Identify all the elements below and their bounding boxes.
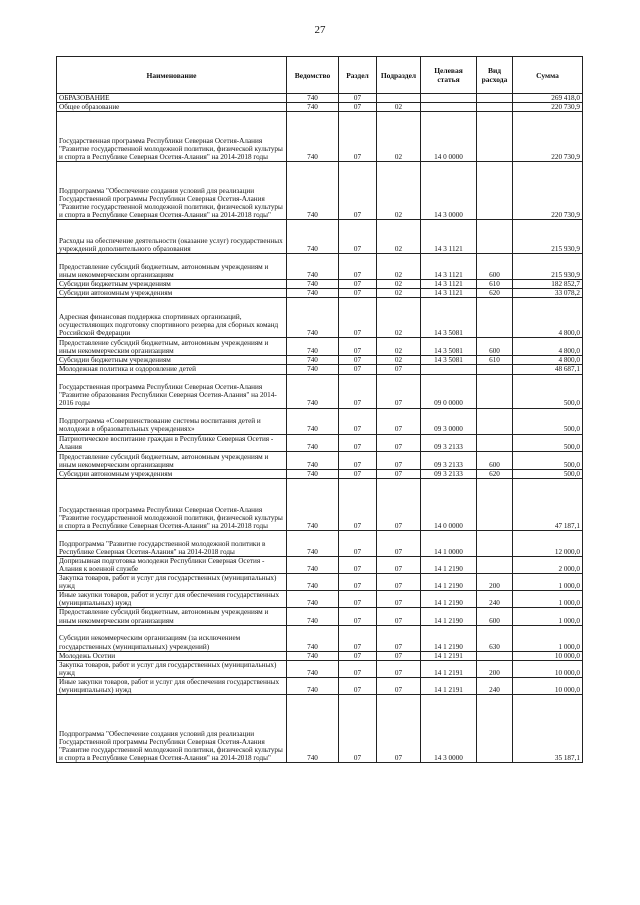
cell-article: 14 3 5081 bbox=[421, 356, 477, 365]
cell-name: Субсидии автономным учреждениям bbox=[57, 289, 287, 298]
cell-amount: 500,0 bbox=[513, 451, 583, 469]
cell-article: 14 3 5081 bbox=[421, 338, 477, 356]
cell-subsection: 02 bbox=[377, 338, 421, 356]
cell-subsection: 02 bbox=[377, 162, 421, 220]
cell-name: Молодежная политика и оздоровление детей bbox=[57, 365, 287, 374]
cell-subsection: 02 bbox=[377, 254, 421, 280]
cell-dept: 740 bbox=[287, 651, 339, 660]
cell-subsection: 02 bbox=[377, 289, 421, 298]
cell-dept: 740 bbox=[287, 530, 339, 556]
cell-dept: 740 bbox=[287, 356, 339, 365]
cell-name: Иные закупки товаров, работ и услуг для обеспечения государственных (муниципальных) нужд bbox=[57, 591, 287, 608]
cell-article: 14 1 2190 bbox=[421, 574, 477, 591]
cell-section: 07 bbox=[339, 289, 377, 298]
cell-amount: 4 800,0 bbox=[513, 338, 583, 356]
cell-dept: 740 bbox=[287, 254, 339, 280]
cell-article: 14 0 0000 bbox=[421, 478, 477, 530]
cell-dept: 740 bbox=[287, 434, 339, 451]
cell-expense: 620 bbox=[477, 289, 513, 298]
cell-dept: 740 bbox=[287, 94, 339, 103]
cell-name: Государственная программа Республики Северная Осетия-Алания "Развитие образования Республики Северная Осетия-Алания" на 2014-2016 годы bbox=[57, 374, 287, 408]
cell-article: 14 1 2190 bbox=[421, 608, 477, 625]
table-row bbox=[57, 434, 583, 451]
cell-dept: 740 bbox=[287, 478, 339, 530]
cell-amount: 2 000,0 bbox=[513, 556, 583, 573]
cell-amount: 500,0 bbox=[513, 374, 583, 408]
cell-expense: 200 bbox=[477, 574, 513, 591]
cell-dept: 740 bbox=[287, 469, 339, 478]
cell-name: Субсидии некоммерческим организациям (за исключением государственных (муниципальных) учреждений) bbox=[57, 625, 287, 651]
cell-section: 07 bbox=[339, 469, 377, 478]
cell-name: ОБРАЗОВАНИЕ bbox=[57, 94, 287, 103]
cell-section: 07 bbox=[339, 374, 377, 408]
cell-subsection: 07 bbox=[377, 469, 421, 478]
cell-section: 07 bbox=[339, 408, 377, 434]
cell-article bbox=[421, 94, 477, 103]
header-section: Раздел bbox=[339, 57, 377, 94]
cell-section: 07 bbox=[339, 591, 377, 608]
cell-section: 07 bbox=[339, 625, 377, 651]
cell-name: Субсидии бюджетным учреждениям bbox=[57, 280, 287, 289]
cell-amount: 215 930,9 bbox=[513, 220, 583, 254]
cell-subsection: 07 bbox=[377, 625, 421, 651]
cell-amount: 12 000,0 bbox=[513, 530, 583, 556]
cell-section: 07 bbox=[339, 112, 377, 162]
cell-article: 14 1 2191 bbox=[421, 651, 477, 660]
cell-expense bbox=[477, 365, 513, 374]
header-dept: Ведомство bbox=[287, 57, 339, 94]
cell-amount: 1 000,0 bbox=[513, 591, 583, 608]
cell-section: 07 bbox=[339, 660, 377, 677]
cell-subsection bbox=[377, 94, 421, 103]
cell-amount: 1 000,0 bbox=[513, 608, 583, 625]
header-subsection: Подраздел bbox=[377, 57, 421, 94]
cell-amount: 269 418,0 bbox=[513, 94, 583, 103]
table-row bbox=[57, 280, 583, 289]
cell-amount: 4 800,0 bbox=[513, 298, 583, 338]
cell-expense: 600 bbox=[477, 451, 513, 469]
cell-amount: 35 187,1 bbox=[513, 695, 583, 763]
table-row bbox=[57, 451, 583, 469]
cell-name: Расходы на обеспечение деятельности (оказание услуг) государственных учреждений дополнительного образования bbox=[57, 220, 287, 254]
cell-expense bbox=[477, 530, 513, 556]
table-row bbox=[57, 625, 583, 651]
table-row bbox=[57, 574, 583, 591]
cell-amount: 10 000,0 bbox=[513, 677, 583, 694]
table-row bbox=[57, 530, 583, 556]
cell-article bbox=[421, 365, 477, 374]
cell-name: Иные закупки товаров, работ и услуг для обеспечения государственных (муниципальных) нужд bbox=[57, 677, 287, 694]
cell-expense: 630 bbox=[477, 625, 513, 651]
cell-subsection: 07 bbox=[377, 574, 421, 591]
cell-subsection: 07 bbox=[377, 591, 421, 608]
header-expense: Вид расхода bbox=[477, 57, 513, 94]
cell-article: 14 3 0000 bbox=[421, 162, 477, 220]
table-row bbox=[57, 289, 583, 298]
page-number: 27 bbox=[314, 24, 326, 36]
cell-article: 14 1 2191 bbox=[421, 677, 477, 694]
cell-subsection: 02 bbox=[377, 220, 421, 254]
cell-subsection: 07 bbox=[377, 695, 421, 763]
cell-section: 07 bbox=[339, 478, 377, 530]
cell-section: 07 bbox=[339, 298, 377, 338]
cell-section: 07 bbox=[339, 434, 377, 451]
cell-subsection: 02 bbox=[377, 280, 421, 289]
cell-article: 14 1 2191 bbox=[421, 660, 477, 677]
cell-article: 09 3 2133 bbox=[421, 451, 477, 469]
cell-expense bbox=[477, 162, 513, 220]
cell-expense bbox=[477, 556, 513, 573]
cell-section: 07 bbox=[339, 356, 377, 365]
cell-amount: 220 730,9 bbox=[513, 103, 583, 112]
cell-expense bbox=[477, 94, 513, 103]
cell-article: 09 3 2133 bbox=[421, 469, 477, 478]
cell-subsection: 07 bbox=[377, 660, 421, 677]
header-article: Целевая статья bbox=[421, 57, 477, 94]
cell-name: Субсидии бюджетным учреждениям bbox=[57, 356, 287, 365]
cell-dept: 740 bbox=[287, 574, 339, 591]
cell-dept: 740 bbox=[287, 298, 339, 338]
cell-article: 14 1 2190 bbox=[421, 556, 477, 573]
cell-amount: 4 800,0 bbox=[513, 356, 583, 365]
cell-expense: 610 bbox=[477, 356, 513, 365]
cell-name: Предоставление субсидий бюджетным, автономным учреждениям и иным некоммерческим организациям bbox=[57, 254, 287, 280]
table-row bbox=[57, 478, 583, 530]
cell-section: 07 bbox=[339, 103, 377, 112]
cell-name: Подпрограмма "Обеспечение создания условий для реализации Государственной программы Республики Северная Осетия-Алания "Развитие государственной молодежной политики, физической культуры и спорта в Республике Северная Осетия-Алания" на 2014-2018 годы" bbox=[57, 162, 287, 220]
cell-section: 07 bbox=[339, 574, 377, 591]
table-row bbox=[57, 103, 583, 112]
cell-expense bbox=[477, 220, 513, 254]
table-row bbox=[57, 556, 583, 573]
cell-name: Общее образование bbox=[57, 103, 287, 112]
cell-name: Подпрограмма "Развитие государственной молодежной политики в Республике Северная Осетия-Алания" на 2014-2018 годы bbox=[57, 530, 287, 556]
cell-expense: 240 bbox=[477, 591, 513, 608]
cell-amount: 1 000,0 bbox=[513, 574, 583, 591]
cell-expense bbox=[477, 478, 513, 530]
cell-name: Патриотическое воспитание граждан в Республике Северная Осетия - Алания bbox=[57, 434, 287, 451]
cell-subsection: 07 bbox=[377, 365, 421, 374]
cell-dept: 740 bbox=[287, 365, 339, 374]
cell-expense bbox=[477, 434, 513, 451]
table-row bbox=[57, 112, 583, 162]
cell-subsection: 02 bbox=[377, 103, 421, 112]
cell-section: 07 bbox=[339, 651, 377, 660]
table-body bbox=[57, 94, 583, 763]
cell-amount: 48 687,1 bbox=[513, 365, 583, 374]
table-row bbox=[57, 608, 583, 625]
cell-section: 07 bbox=[339, 556, 377, 573]
cell-subsection: 07 bbox=[377, 478, 421, 530]
cell-name: Предоставление субсидий бюджетным, автономным учреждениям и иным некоммерческим организациям bbox=[57, 451, 287, 469]
cell-dept: 740 bbox=[287, 162, 339, 220]
cell-name: Допризывная подготовка молодежи Республики Северная Осетия - Алания к военной службе bbox=[57, 556, 287, 573]
cell-amount: 1 000,0 bbox=[513, 625, 583, 651]
cell-amount: 220 730,9 bbox=[513, 112, 583, 162]
cell-dept: 740 bbox=[287, 591, 339, 608]
cell-section: 07 bbox=[339, 451, 377, 469]
cell-dept: 740 bbox=[287, 451, 339, 469]
cell-name: Закупка товаров, работ и услуг для государственных (муниципальных) нужд bbox=[57, 660, 287, 677]
cell-name: Подпрограмма "Обеспечение создания условий для реализации Государственной программы Республики Северная Осетия-Алания "Развитие государственной молодежной политики, физической культуры и спорта в Республике Северная Осетия-Алания" на 2014-2018 годы" bbox=[57, 695, 287, 763]
cell-article: 09 0 0000 bbox=[421, 374, 477, 408]
cell-article: 14 1 0000 bbox=[421, 530, 477, 556]
cell-dept: 740 bbox=[287, 220, 339, 254]
cell-name: Субсидии автономным учреждениям bbox=[57, 469, 287, 478]
cell-name: Государственная программа Республики Северная Осетия-Алания "Развитие государственной молодежной политики, физической культуры и спорта в Республике Северная Осетия-Алания" на 2014-2018 годы bbox=[57, 478, 287, 530]
cell-amount: 500,0 bbox=[513, 408, 583, 434]
cell-amount: 215 930,9 bbox=[513, 254, 583, 280]
cell-subsection: 07 bbox=[377, 408, 421, 434]
table-row bbox=[57, 591, 583, 608]
cell-dept: 740 bbox=[287, 608, 339, 625]
cell-amount: 500,0 bbox=[513, 434, 583, 451]
cell-subsection: 02 bbox=[377, 356, 421, 365]
cell-section: 07 bbox=[339, 338, 377, 356]
cell-name: Государственная программа Республики Северная Осетия-Алания "Развитие государственной молодежной политики, физической культуры и спорта в Республике Северная Осетия-Алания" на 2014-2018 годы bbox=[57, 112, 287, 162]
cell-subsection: 07 bbox=[377, 451, 421, 469]
cell-expense bbox=[477, 408, 513, 434]
cell-amount: 47 187,1 bbox=[513, 478, 583, 530]
table-row bbox=[57, 94, 583, 103]
cell-name: Предоставление субсидий бюджетным, автономным учреждениям и иным некоммерческим организациям bbox=[57, 338, 287, 356]
cell-expense bbox=[477, 298, 513, 338]
cell-subsection: 07 bbox=[377, 608, 421, 625]
cell-dept: 740 bbox=[287, 112, 339, 162]
cell-section: 07 bbox=[339, 280, 377, 289]
cell-name: Подпрограмма «Совершенствование системы воспитания детей и молодежи в образовательных учреждениях» bbox=[57, 408, 287, 434]
cell-section: 07 bbox=[339, 677, 377, 694]
cell-dept: 740 bbox=[287, 103, 339, 112]
cell-expense: 600 bbox=[477, 254, 513, 280]
header-amount: Сумма bbox=[513, 57, 583, 94]
table-row bbox=[57, 695, 583, 763]
table-row bbox=[57, 338, 583, 356]
cell-dept: 740 bbox=[287, 374, 339, 408]
cell-article: 14 3 1121 bbox=[421, 289, 477, 298]
budget-table bbox=[56, 56, 583, 763]
cell-article: 14 3 5081 bbox=[421, 298, 477, 338]
cell-article: 14 3 0000 bbox=[421, 695, 477, 763]
cell-article: 09 3 0000 bbox=[421, 408, 477, 434]
cell-amount: 10 000,0 bbox=[513, 651, 583, 660]
cell-article: 14 1 2190 bbox=[421, 591, 477, 608]
cell-article: 14 3 1121 bbox=[421, 220, 477, 254]
cell-name: Предоставление субсидий бюджетным, автономным учреждениям и иным некоммерческим организациям bbox=[57, 608, 287, 625]
cell-expense: 600 bbox=[477, 338, 513, 356]
cell-name: Закупка товаров, работ и услуг для государственных (муниципальных) нужд bbox=[57, 574, 287, 591]
table-header-row bbox=[57, 57, 583, 94]
cell-dept: 740 bbox=[287, 289, 339, 298]
cell-subsection: 02 bbox=[377, 298, 421, 338]
cell-subsection: 02 bbox=[377, 112, 421, 162]
table-row bbox=[57, 220, 583, 254]
cell-expense: 620 bbox=[477, 469, 513, 478]
cell-section: 07 bbox=[339, 94, 377, 103]
cell-expense bbox=[477, 651, 513, 660]
cell-amount: 182 852,7 bbox=[513, 280, 583, 289]
table-row bbox=[57, 298, 583, 338]
cell-dept: 740 bbox=[287, 408, 339, 434]
cell-dept: 740 bbox=[287, 556, 339, 573]
cell-dept: 740 bbox=[287, 660, 339, 677]
cell-expense: 610 bbox=[477, 280, 513, 289]
cell-subsection: 07 bbox=[377, 677, 421, 694]
table-row bbox=[57, 408, 583, 434]
cell-subsection: 07 bbox=[377, 374, 421, 408]
cell-section: 07 bbox=[339, 695, 377, 763]
table-row bbox=[57, 162, 583, 220]
cell-subsection: 07 bbox=[377, 434, 421, 451]
cell-dept: 740 bbox=[287, 677, 339, 694]
cell-expense bbox=[477, 374, 513, 408]
cell-name: Адресная финансовая поддержка спортивных организаций, осуществляющих подготовку спортивного резерва для сборных команд Российской Федерации bbox=[57, 298, 287, 338]
cell-subsection: 07 bbox=[377, 651, 421, 660]
table-row bbox=[57, 365, 583, 374]
header-name: Наименование bbox=[57, 57, 287, 94]
cell-dept: 740 bbox=[287, 280, 339, 289]
table-row bbox=[57, 254, 583, 280]
cell-expense bbox=[477, 103, 513, 112]
cell-subsection: 07 bbox=[377, 530, 421, 556]
cell-section: 07 bbox=[339, 365, 377, 374]
cell-article: 09 3 2133 bbox=[421, 434, 477, 451]
cell-dept: 740 bbox=[287, 625, 339, 651]
table-row bbox=[57, 660, 583, 677]
cell-section: 07 bbox=[339, 608, 377, 625]
cell-article bbox=[421, 103, 477, 112]
cell-expense bbox=[477, 695, 513, 763]
cell-article: 14 0 0000 bbox=[421, 112, 477, 162]
table-row bbox=[57, 374, 583, 408]
cell-section: 07 bbox=[339, 162, 377, 220]
cell-name: Молодежь Осетии bbox=[57, 651, 287, 660]
cell-amount: 500,0 bbox=[513, 469, 583, 478]
table-row bbox=[57, 469, 583, 478]
table-row bbox=[57, 356, 583, 365]
cell-expense bbox=[477, 112, 513, 162]
cell-article: 14 1 2190 bbox=[421, 625, 477, 651]
cell-amount: 33 078,2 bbox=[513, 289, 583, 298]
table-row bbox=[57, 677, 583, 694]
cell-section: 07 bbox=[339, 530, 377, 556]
cell-section: 07 bbox=[339, 254, 377, 280]
cell-amount: 10 000,0 bbox=[513, 660, 583, 677]
cell-expense: 200 bbox=[477, 660, 513, 677]
cell-article: 14 3 1121 bbox=[421, 254, 477, 280]
table-row bbox=[57, 651, 583, 660]
cell-dept: 740 bbox=[287, 695, 339, 763]
cell-expense: 240 bbox=[477, 677, 513, 694]
cell-dept: 740 bbox=[287, 338, 339, 356]
cell-article: 14 3 1121 bbox=[421, 280, 477, 289]
cell-amount: 220 730,9 bbox=[513, 162, 583, 220]
cell-subsection: 07 bbox=[377, 556, 421, 573]
cell-expense: 600 bbox=[477, 608, 513, 625]
cell-section: 07 bbox=[339, 220, 377, 254]
